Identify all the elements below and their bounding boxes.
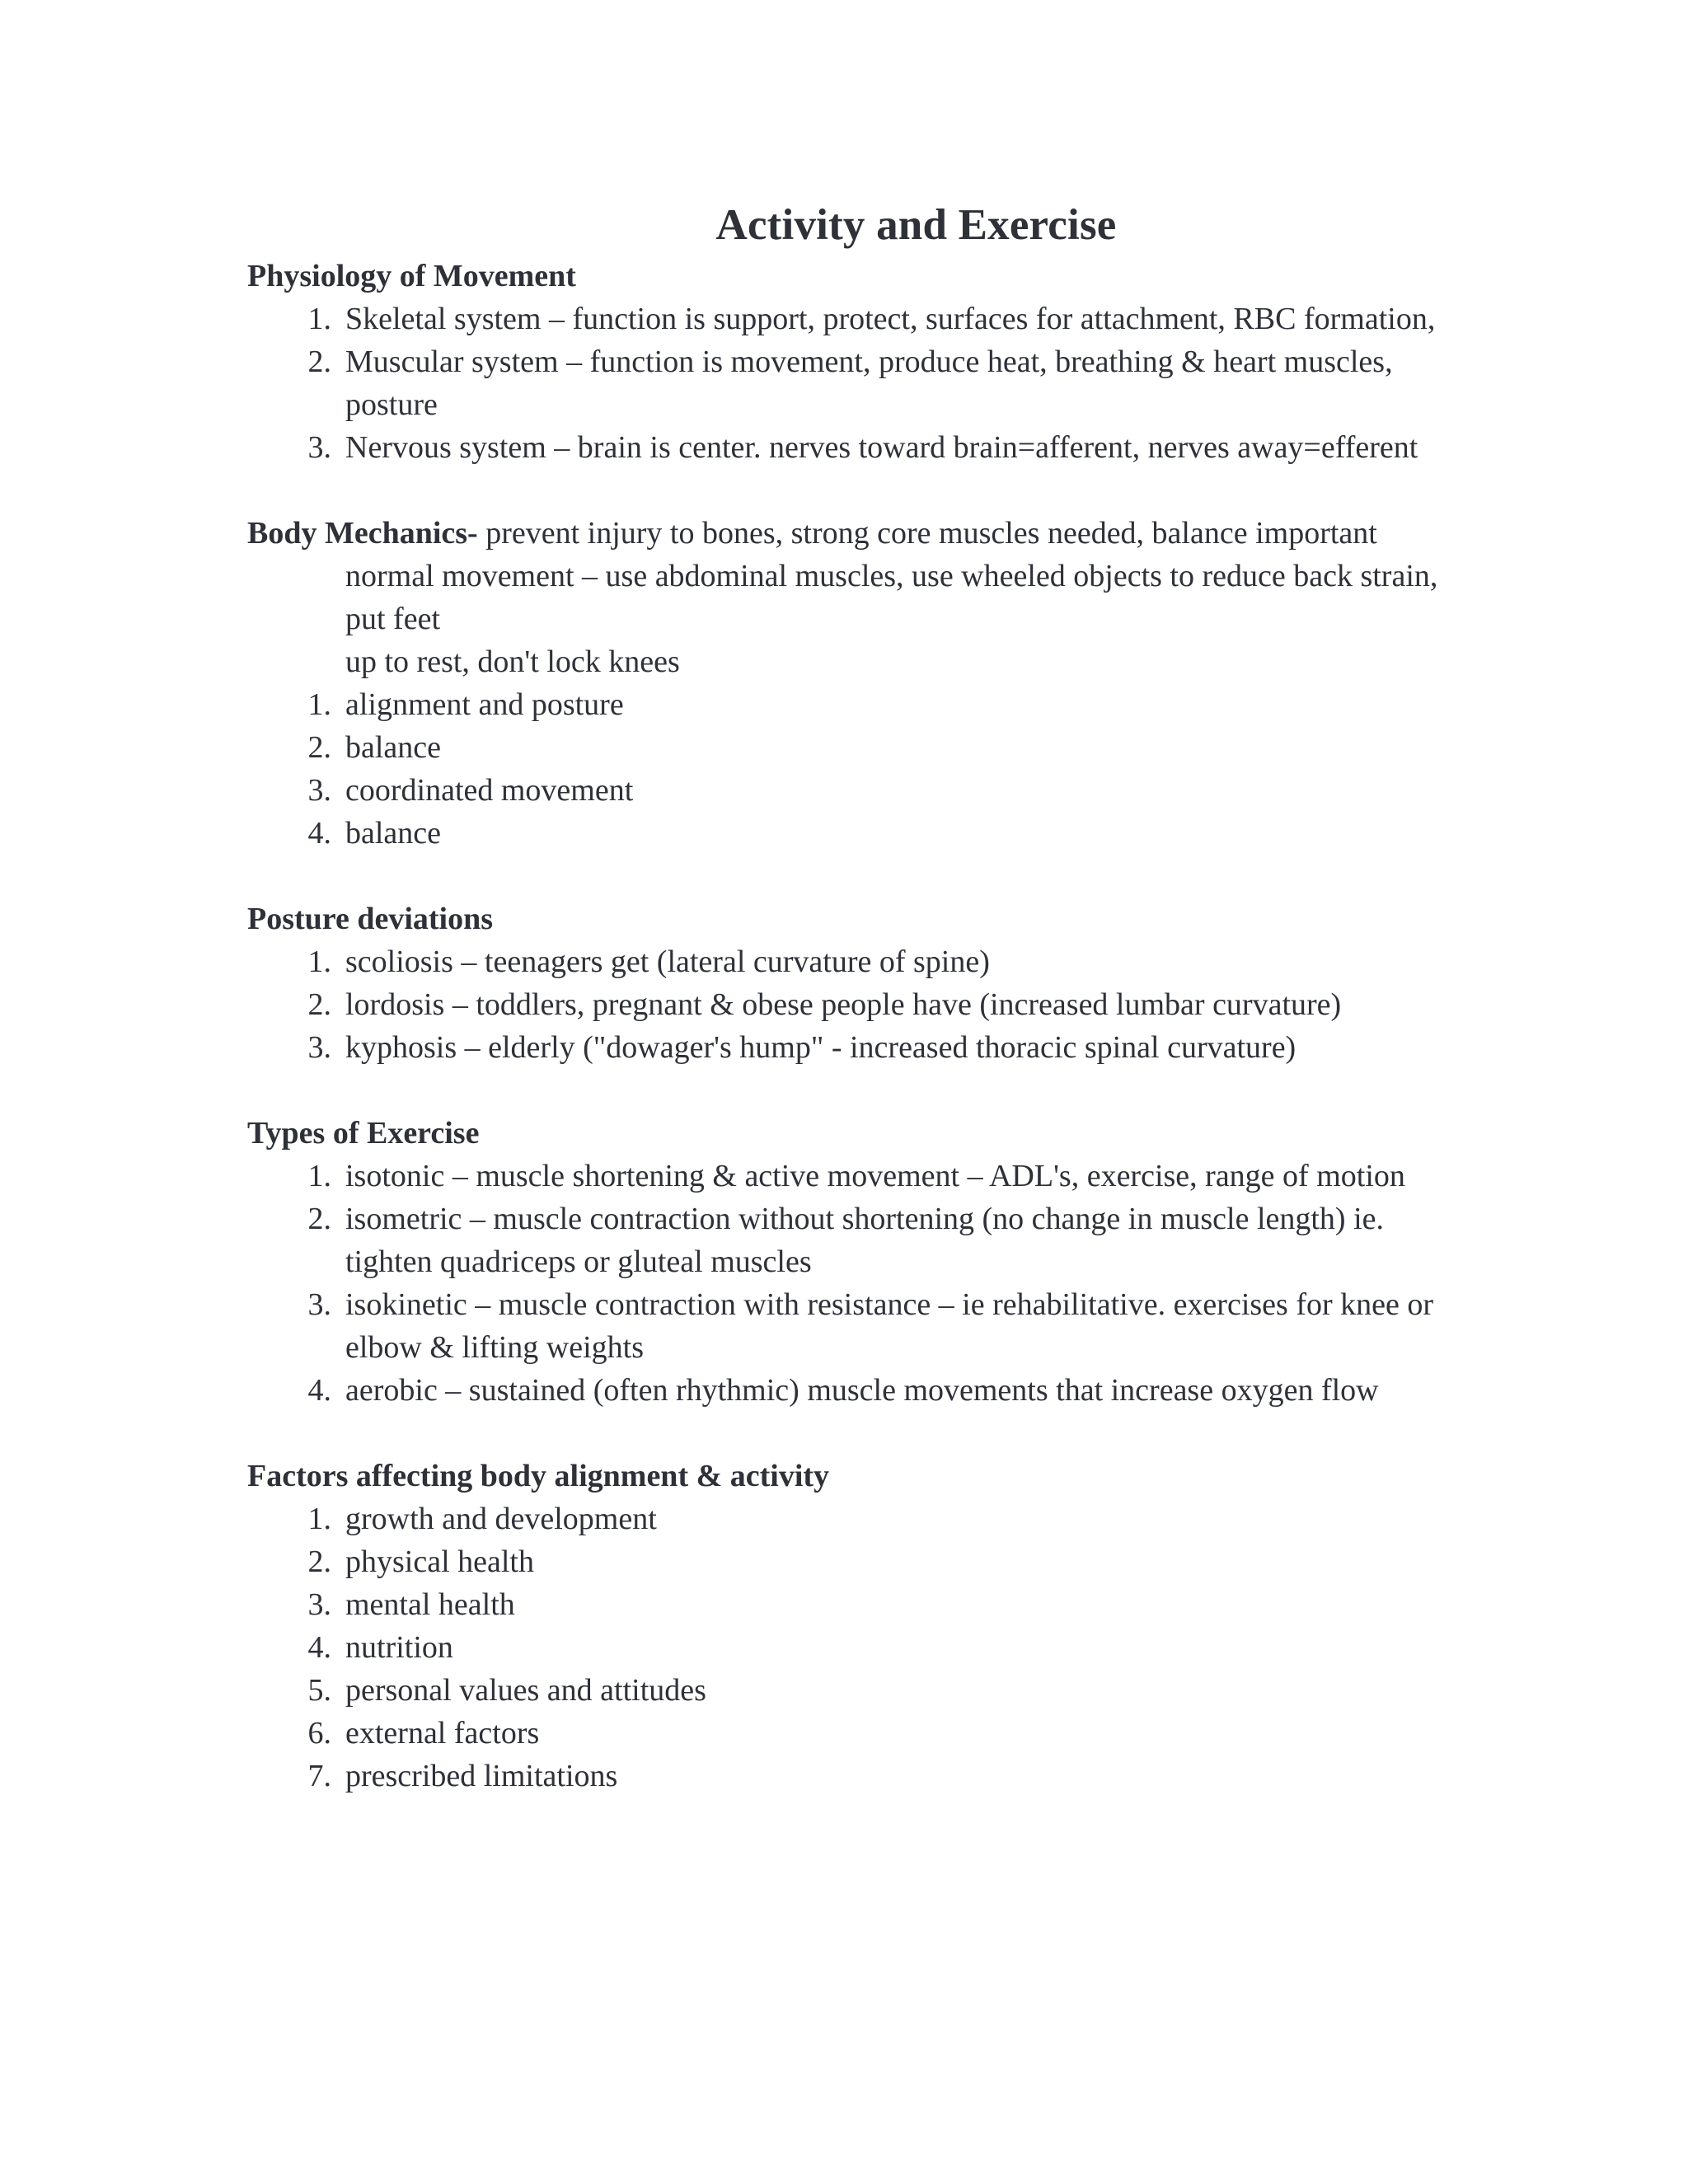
list-number: 1.: [307, 944, 331, 979]
list-item: [247, 812, 1474, 855]
spacer: [247, 855, 1474, 898]
list-number: 2.: [307, 730, 331, 765]
list-number: 1.: [307, 687, 331, 722]
list-item-text: Skeletal system – function is support, protect, surfaces for attachment, RBC formation,: [345, 302, 1436, 336]
list-item: [247, 1197, 1474, 1283]
list-number: 3.: [307, 1587, 331, 1622]
list-number: 1.: [307, 302, 331, 336]
list-number: 3.: [307, 430, 331, 465]
list-number: 1.: [307, 1502, 331, 1536]
body-mechanics-paragraph: [247, 512, 1474, 555]
indented-note-continued: up to rest, don't lock knees: [345, 644, 680, 679]
list-item: [247, 1755, 1474, 1797]
list-item: [247, 426, 1474, 469]
section-factors: [247, 1455, 1474, 1797]
list-item-text: balance: [345, 730, 442, 765]
list-item: [247, 1026, 1474, 1069]
list-item-text: Nervous system – brain is center. nerves toward brain=afferent, nerves away=efferent: [345, 430, 1418, 465]
list-item-text: prescribed limitations: [345, 1759, 618, 1793]
spacer: [247, 1069, 1474, 1112]
list-item: [247, 683, 1474, 726]
list-number: 3.: [307, 1287, 331, 1322]
list-item-text: coordinated movement: [345, 773, 634, 808]
section-physiology: [247, 255, 1474, 469]
list-item-text: Muscular system – function is movement, produce heat, breathing & heart muscles, posture: [345, 344, 1393, 422]
section-body-mechanics: [247, 512, 1474, 855]
list-item-text: growth and development: [345, 1502, 657, 1536]
spacer: [247, 469, 1474, 512]
numbered-list: [247, 298, 1474, 469]
section-posture-deviations: [247, 898, 1474, 1069]
page-title: Activity and Exercise: [715, 201, 1117, 249]
list-item: [247, 769, 1474, 812]
list-number: 2.: [307, 1202, 331, 1236]
list-number: 4.: [307, 1373, 331, 1408]
list-number: 2.: [307, 1544, 331, 1579]
list-item-text: external factors: [345, 1716, 540, 1750]
list-item-text: isokinetic – muscle contraction with resistance – ie rehabilitative. exercises for knee or elbow & lifting weights: [345, 1287, 1434, 1365]
body-mechanics-intro: prevent injury to bones, strong core muscles needed, balance important: [477, 516, 1377, 551]
list-item: [247, 1283, 1474, 1369]
list-item-text: physical health: [345, 1544, 534, 1579]
list-item: [247, 298, 1474, 340]
list-item-text: scoliosis – teenagers get (lateral curvature of spine): [345, 944, 990, 979]
list-number: 6.: [307, 1716, 331, 1750]
list-item: [247, 983, 1474, 1026]
list-number: 4.: [307, 816, 331, 851]
numbered-list: [247, 940, 1474, 1069]
indented-note: normal movement – use abdominal muscles, use wheeled objects to reduce back strain, put feet: [345, 559, 1438, 636]
list-item: [247, 1369, 1474, 1412]
list-item-text: mental health: [345, 1587, 515, 1622]
list-item: [247, 1626, 1474, 1669]
list-number: 2.: [307, 344, 331, 379]
list-item: [247, 1712, 1474, 1755]
spacer: [247, 1412, 1474, 1455]
list-item-text: lordosis – toddlers, pregnant & obese people have (increased lumbar curvature): [345, 987, 1342, 1022]
list-item-text: kyphosis – elderly ("dowager's hump" - increased thoracic spinal curvature): [345, 1030, 1296, 1065]
list-number: 3.: [307, 1030, 331, 1065]
section-types-of-exercise: [247, 1112, 1474, 1412]
list-number: 1.: [307, 1159, 331, 1193]
list-item-text: balance: [345, 816, 442, 851]
list-number: 7.: [307, 1759, 331, 1793]
list-number: 5.: [307, 1673, 331, 1708]
list-number: 2.: [307, 987, 331, 1022]
list-item: [247, 726, 1474, 769]
numbered-list: [247, 1155, 1474, 1412]
list-number: 4.: [307, 1630, 331, 1665]
list-item-text: nutrition: [345, 1630, 453, 1665]
list-item: [247, 1497, 1474, 1540]
list-item: [247, 1583, 1474, 1626]
numbered-list: [247, 683, 1474, 855]
section-heading: Body Mechanics-: [247, 516, 478, 551]
list-item-text: aerobic – sustained (often rhythmic) muscle movements that increase oxygen flow: [345, 1373, 1379, 1408]
list-item-text: personal values and attitudes: [345, 1673, 706, 1708]
list-item-text: isotonic – muscle shortening & active movement – ADL's, exercise, range of motion: [345, 1159, 1405, 1193]
numbered-list: [247, 1497, 1474, 1797]
list-item-text: isometric – muscle contraction without shortening (no change in muscle length) ie. tighten quadriceps or gluteal muscles: [345, 1202, 1385, 1279]
section-heading: Types of Exercise: [247, 1116, 480, 1151]
list-item: [247, 340, 1474, 426]
section-heading: Posture deviations: [247, 902, 494, 936]
list-item-text: alignment and posture: [345, 687, 624, 722]
section-heading: Physiology of Movement: [247, 259, 576, 293]
list-item: [247, 1669, 1474, 1712]
list-number: 3.: [307, 773, 331, 808]
section-heading: Factors affecting body alignment & activity: [247, 1459, 830, 1493]
list-item: [247, 1155, 1474, 1197]
list-item: [247, 940, 1474, 983]
list-item: [247, 1540, 1474, 1583]
